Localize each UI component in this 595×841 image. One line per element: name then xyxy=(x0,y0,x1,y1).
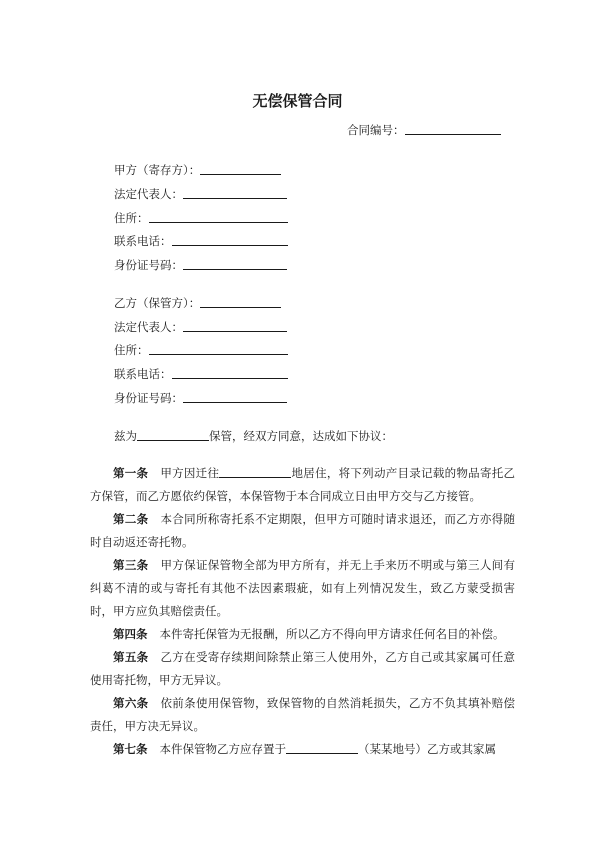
party-b-rep-label: 法定代表人： xyxy=(114,320,183,334)
intro-before: 兹为 xyxy=(114,429,137,443)
clause-text: 甲方因迁往 xyxy=(160,466,220,480)
clause-label: 第五条 xyxy=(113,650,149,664)
party-a-heading xyxy=(114,162,281,178)
party-a-rep-blank[interactable] xyxy=(183,187,287,199)
party-b-id xyxy=(114,390,287,406)
party-a-rep xyxy=(114,186,287,202)
clause-label: 第二条 xyxy=(113,512,149,526)
contract-number xyxy=(347,122,501,138)
party-a-phone-blank[interactable] xyxy=(172,234,288,246)
party-b-id-label: 身份证号码： xyxy=(114,391,183,405)
clause-label: 第一条 xyxy=(113,466,149,480)
party-b-address-blank[interactable] xyxy=(149,343,288,355)
party-b-rep-blank[interactable] xyxy=(183,320,287,332)
party-a-rep-label: 法定代表人： xyxy=(114,187,183,201)
clause-4 xyxy=(90,623,515,646)
intro-purpose-blank[interactable] xyxy=(137,429,209,441)
contract-number-blank[interactable] xyxy=(405,123,501,135)
party-a-id xyxy=(114,257,287,273)
party-a-id-label: 身份证号码： xyxy=(114,258,183,272)
party-a-heading-label: 甲方（寄存方）： xyxy=(114,163,201,177)
party-b-phone xyxy=(114,366,288,382)
clause-text: 依前条使用保管物，致保管物的自然消耗损失，乙方不负其填补赔偿责任，甲方决无异议。 xyxy=(90,696,515,733)
clause-5 xyxy=(90,646,515,692)
party-b-name-blank[interactable] xyxy=(200,296,281,308)
party-a-address xyxy=(114,210,288,226)
intro-after: 保管，经双方同意，达成如下协议： xyxy=(209,429,393,443)
document-title: 无偿保管合同 xyxy=(252,92,343,110)
party-b-address xyxy=(114,342,288,358)
clause-text: 乙方在受寄存续期间除禁止第三人使用外，乙方自己或其家属可任意使用寄托物，甲方无异议。 xyxy=(90,650,515,687)
clause-text: 地居住，将下列动产目录记载的物品寄托乙方保管，而乙方愿依约保管，本保管物于本合同成立日由甲方交与乙方接管。 xyxy=(90,466,516,503)
party-a-address-blank[interactable] xyxy=(149,211,288,223)
party-a-phone-label: 联系电话： xyxy=(114,234,172,248)
clause-7-location-blank[interactable] xyxy=(286,742,358,754)
clause-label: 第六条 xyxy=(113,696,149,710)
party-b-phone-blank[interactable] xyxy=(172,367,288,379)
clause-3 xyxy=(90,554,515,623)
clause-text: 本件保管物乙方应存置于 xyxy=(159,742,286,756)
clause-label: 第七条 xyxy=(113,742,148,756)
intro-line xyxy=(114,428,393,444)
clauses xyxy=(90,462,515,761)
clause-6 xyxy=(90,692,515,738)
party-b-address-label: 住所： xyxy=(114,343,149,357)
clause-text: 甲方保证保管物全部为甲方所有，并无上手来历不明或与第三人间有纠葛不清的或与寄托有其他不法因素瑕疵，如有上列情况发生，致乙方蒙受损害时，甲方应负其赔偿责任。 xyxy=(90,558,515,618)
clause-1-destination-blank[interactable] xyxy=(219,466,291,478)
contract-number-label: 合同编号： xyxy=(347,123,405,137)
clause-text: 本件寄托保管为无报酬，所以乙方不得向甲方请求任何名目的补偿。 xyxy=(159,627,505,641)
clause-1 xyxy=(90,462,515,508)
clause-7 xyxy=(90,738,515,761)
clause-label: 第四条 xyxy=(113,627,148,641)
clause-label: 第三条 xyxy=(113,558,149,572)
party-b-heading-label: 乙方（保管方）： xyxy=(114,296,201,310)
party-b-heading xyxy=(114,295,281,311)
party-b-phone-label: 联系电话： xyxy=(114,367,172,381)
party-a-id-blank[interactable] xyxy=(183,258,287,270)
party-a-phone xyxy=(114,233,288,249)
party-a-name-blank[interactable] xyxy=(200,163,281,175)
clause-2 xyxy=(90,508,515,554)
party-a-address-label: 住所： xyxy=(114,211,149,225)
party-b-id-blank[interactable] xyxy=(183,391,287,403)
party-b-rep xyxy=(114,319,287,335)
clause-text: （某某地号）乙方或其家属 xyxy=(358,742,496,756)
clause-text: 本合同所称寄托系不定期限，但甲方可随时请求退还，而乙方亦得随时自动返还寄托物。 xyxy=(90,512,515,549)
